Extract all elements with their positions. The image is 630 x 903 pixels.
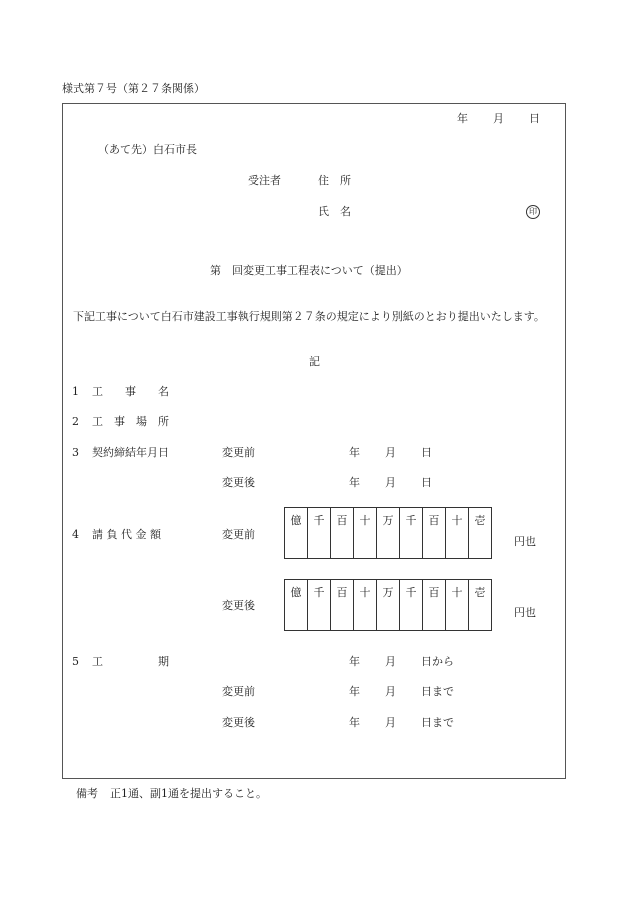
item-1-label: 工 事 名: [92, 385, 169, 398]
item-1-number: 1: [72, 385, 79, 398]
amount-digit-cell: 百: [423, 580, 446, 631]
amount-digit-cell: 百: [331, 580, 354, 631]
item-5-number: 5: [72, 655, 79, 668]
amount-digit-cell: 百: [331, 508, 354, 559]
amount-digit-cell: 千: [400, 508, 423, 559]
body-text: 下記工事について白石市建設工事執行規則第２７条の規定により別紙のとおり提出いたします。: [62, 310, 545, 323]
item-5-after-label: 変更後: [222, 716, 255, 729]
item-4-number: 4: [72, 528, 79, 541]
period-before-month: 月: [385, 685, 396, 698]
period-after-year: 年: [349, 716, 360, 729]
amount-digit-cell: 十: [354, 508, 377, 559]
item-5-label: 工 期: [92, 655, 169, 668]
item-3-after-year: 年: [349, 476, 360, 489]
item-3-number: 3: [72, 446, 79, 459]
item-3-before-month: 月: [385, 446, 396, 459]
item-4-before-label: 変更前: [222, 528, 255, 541]
form-frame: [62, 103, 566, 779]
date-year: 年: [457, 112, 468, 125]
period-start-year: 年: [349, 655, 360, 668]
address-label: 住 所: [318, 174, 351, 187]
amount-digit-cell: 億: [285, 508, 308, 559]
contractor-label: 受注者: [248, 174, 281, 187]
amount-grid-before: [284, 507, 492, 559]
item-3-label: 契約締結年月日: [92, 446, 169, 459]
amount-digit-cell: 万: [377, 508, 400, 559]
item-3-after-day: 日: [421, 476, 432, 489]
amount-digit-cell: 壱: [469, 508, 492, 559]
item-5-before-label: 変更前: [222, 685, 255, 698]
item-2-label: 工 事 場 所: [92, 415, 169, 428]
amount-digit-cell: 壱: [469, 580, 492, 631]
item-3-before-year: 年: [349, 446, 360, 459]
period-after-until: 日まで: [421, 716, 454, 729]
item-3-before-day: 日: [421, 446, 432, 459]
period-before-year: 年: [349, 685, 360, 698]
amount-digit-cell: 億: [285, 580, 308, 631]
period-before-until: 日まで: [421, 685, 454, 698]
amount-digit-cell: 十: [446, 580, 469, 631]
amount-digit-cell: 十: [354, 580, 377, 631]
amount-digit-cell: 千: [308, 580, 331, 631]
ki-label: 記: [309, 355, 320, 368]
addressee: （あて先）白石市長: [98, 143, 197, 156]
amount-grid-after: [284, 579, 492, 631]
amount-digit-cell: 千: [400, 580, 423, 631]
period-start-month: 月: [385, 655, 396, 668]
item-3-after-month: 月: [385, 476, 396, 489]
period-start-from: 日から: [421, 655, 454, 668]
amount-digit-cell: 十: [446, 508, 469, 559]
name-label: 氏 名: [318, 205, 351, 218]
period-after-month: 月: [385, 716, 396, 729]
item-4-label: 請 負 代 金 額: [92, 528, 161, 541]
amount-unit-before: 円也: [514, 535, 536, 548]
item-3-after-label: 変更後: [222, 476, 255, 489]
form-label: 様式第７号（第２７条関係）: [62, 82, 205, 95]
amount-digit-cell: 万: [377, 580, 400, 631]
amount-unit-after: 円也: [514, 606, 536, 619]
date-month: 月: [493, 112, 504, 125]
amount-digit-cell: 千: [308, 508, 331, 559]
remarks-label: 備考: [76, 787, 98, 800]
amount-digit-cell: 百: [423, 508, 446, 559]
item-4-after-label: 変更後: [222, 599, 255, 612]
document-title: 第 回変更工事工程表について（提出）: [210, 264, 408, 277]
remarks-text: 正1通、副1通を提出すること。: [110, 787, 267, 800]
seal-mark: 印: [526, 205, 540, 219]
date-day: 日: [529, 112, 540, 125]
item-3-before-label: 変更前: [222, 446, 255, 459]
item-2-number: 2: [72, 415, 79, 428]
